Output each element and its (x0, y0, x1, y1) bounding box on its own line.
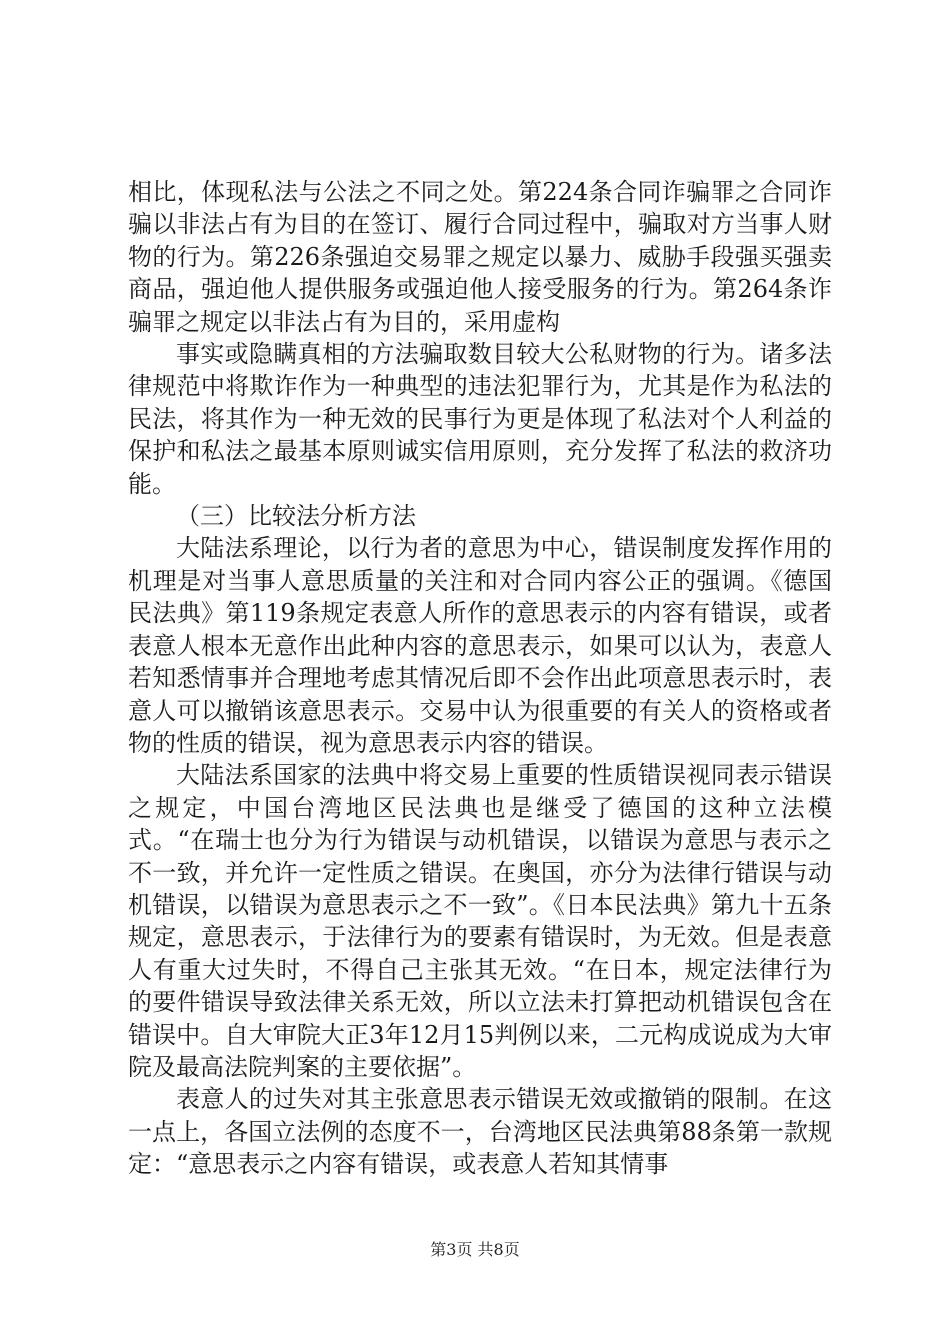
page-number-footer: 第3页 共8页 (430, 1240, 520, 1259)
paragraph-4: 大陆法系国家的法典中将交易上重要的性质错误视同表示错误之规定，中国台湾地区民法典也是继受了德国的这种立法模式。“在瑞士也分为行为错误与动机错误，以错误为意思与表示之不一致，并允许一定性质之错误。在奥国，亦分为法律行错误与动机错误，以错误为意思表示之不一致”。《日本民法典》第九十五条规定，意思表示，于法律行为的要素有错误时，为无效。但是表意人有重大过失时，不得自己主张其无效。“在日本，规定法律行为的要件错误导致法律关系无效，所以立法未打算把动机错误包含在错误中。自大审院大正3年12月15判例以来，二元构成说成为大审院及最高法院判案的主要依据”。 (128, 761, 832, 1081)
section-heading: （三）比较法分析方法 (176, 502, 416, 531)
document-body (128, 176, 832, 1181)
paragraph-5: 表意人的过失对其主张意思表示错误无效或撤销的限制。在这一点上，各国立法例的态度不一，台湾地区民法典第88条第一款规定：“意思表示之内容有错误，或表意人若知其情事 (128, 1085, 832, 1179)
paragraph-3: 大陆法系理论，以行为者的意思为中心，错误制度发挥作用的机理是对当事人意思质量的关注和对合同内容公正的强调。《德国民法典》第119条规定表意人所作的意思表示的内容有错误，或者表意人根本无意作出此种内容的意思表示，如果可以认为，表意人若知悉情事并合理地考虑其情况后即不会作出此项意思表示时，表意人可以撤销该意思表示。交易中认为很重要的有关人的资格或者物的性质的错误，视为意思表示内容的错误。 (128, 534, 832, 757)
paragraph-1: 相比，体现私法与公法之不同之处。第224条合同诈骗罪之合同诈骗以非法占有为目的在签订、履行合同过程中，骗取对方当事人财物的行为。第226条强迫交易罪之规定以暴力、威胁手段强买强卖商品，强迫他人提供服务或强迫他人接受服务的行为。第264条诈骗罪之规定以非法占有为目的，采用虚构 (128, 178, 832, 336)
paragraph-2: 事实或隐瞒真相的方法骗取数目较大公私财物的行为。诸多法律规范中将欺诈作为一种典型的违法犯罪行为，尤其是作为私法的民法，将其作为一种无效的民事行为更是体现了私法对个人利益的保护和私法之最基本原则诚实信用原则，充分发挥了私法的救济功能。 (128, 340, 832, 498)
